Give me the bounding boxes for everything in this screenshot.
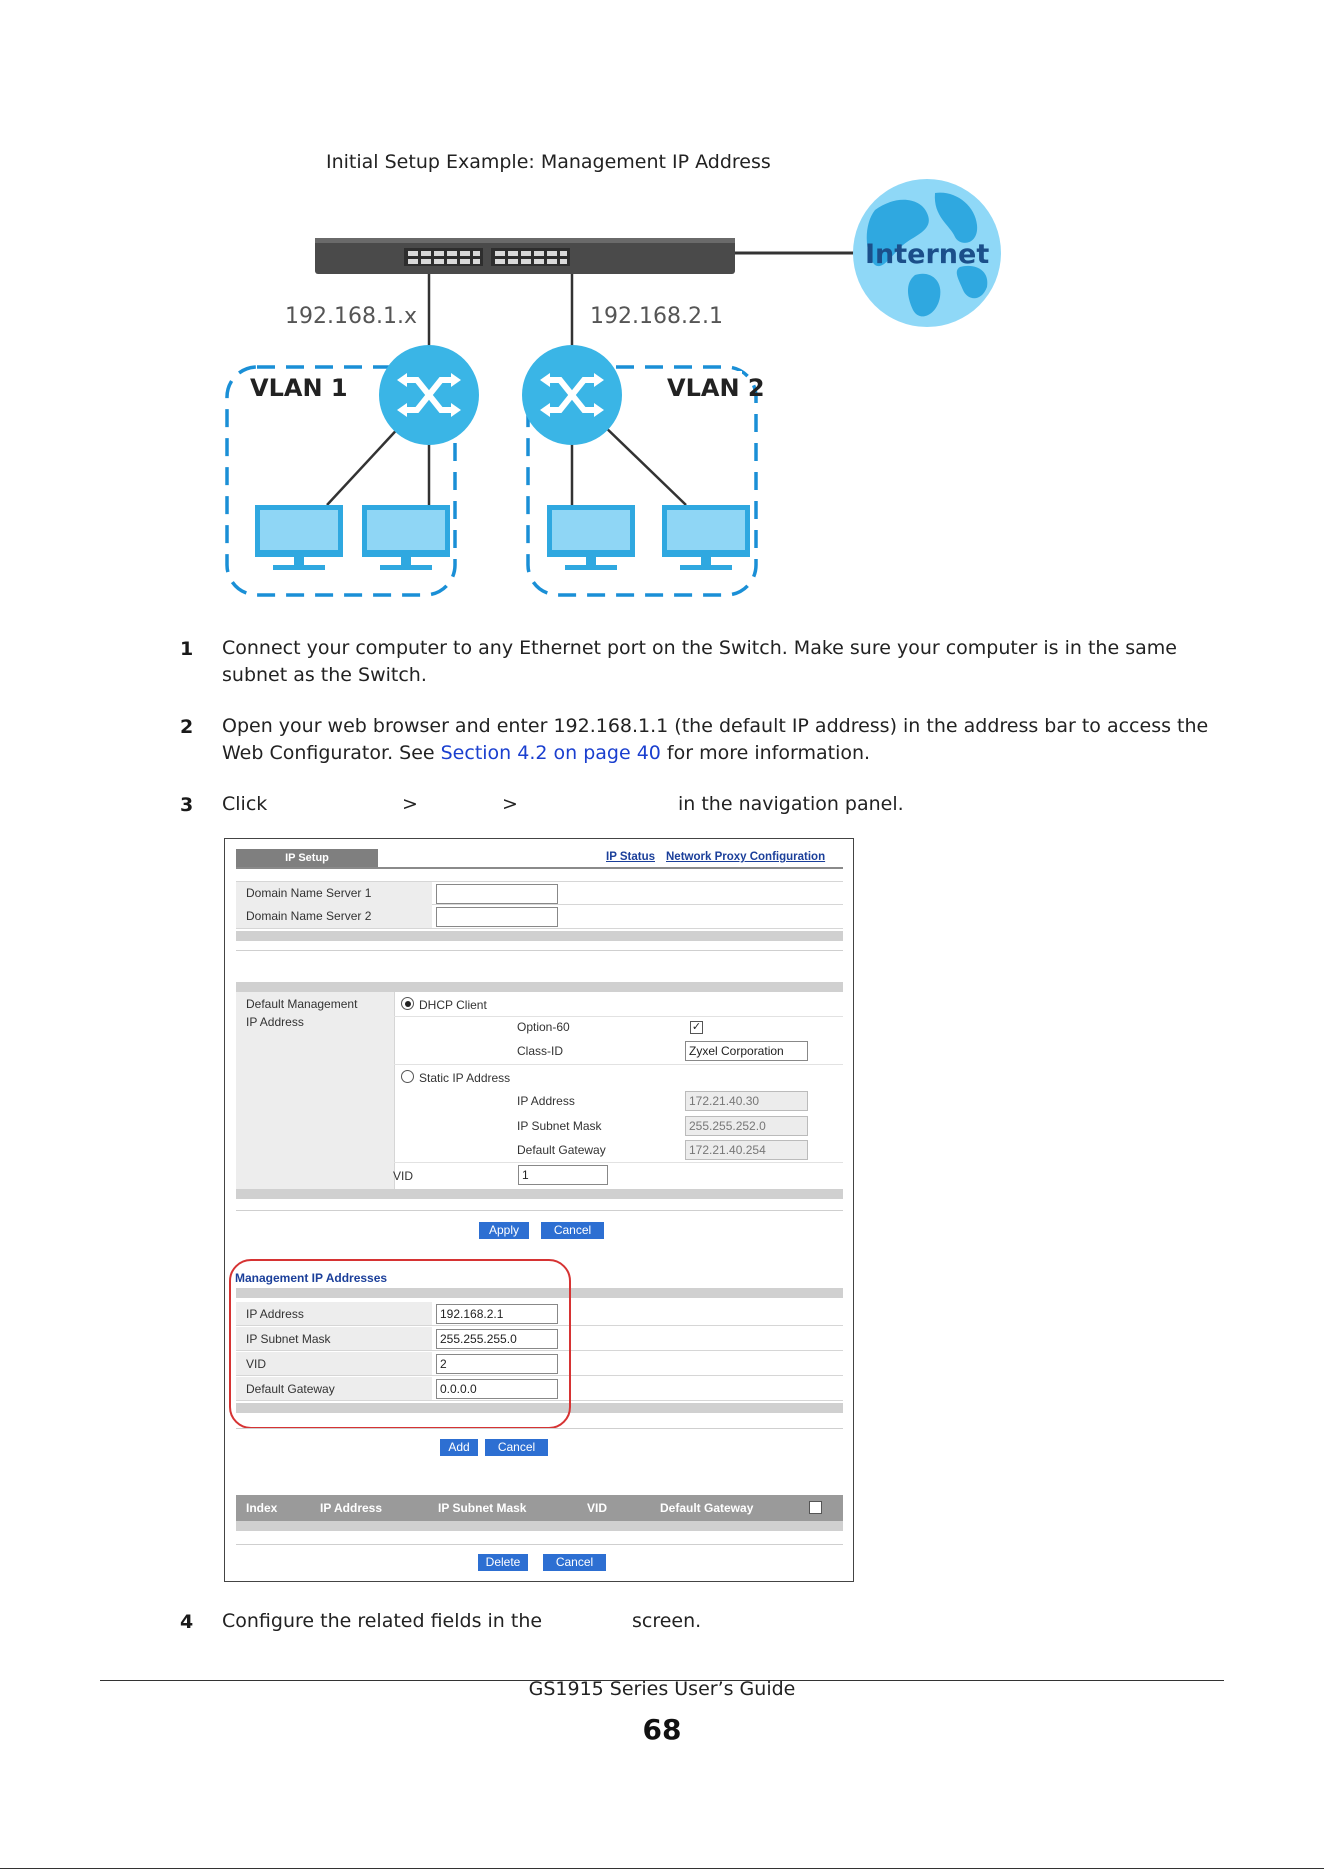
network-proxy-link[interactable]: Network Proxy Configuration bbox=[666, 851, 826, 863]
dns2-row: Domain Name Server 2 bbox=[236, 905, 843, 929]
tab-ip-setup[interactable]: IP Setup bbox=[236, 849, 378, 868]
ip-status-link[interactable]: IP Status bbox=[606, 851, 655, 863]
option60-checkbox[interactable]: ✓ bbox=[691, 1021, 702, 1033]
vlan1-switch-icon bbox=[379, 345, 479, 445]
dns1-row: Domain Name Server 1 bbox=[236, 881, 843, 905]
main-switch-icon bbox=[315, 238, 735, 274]
mgmt-table-header: Index IP Address IP Subnet Mask VID Default Gateway bbox=[236, 1495, 843, 1521]
mgmt-vid-input[interactable]: 2 bbox=[436, 1354, 558, 1374]
static-gateway-input[interactable]: 172.21.40.254 bbox=[685, 1140, 808, 1160]
mgmt-ip-title: Management IP Addresses bbox=[235, 1271, 388, 1285]
section-link[interactable]: Section 4.2 on page 40 bbox=[440, 742, 661, 764]
vid-label: VID bbox=[393, 1169, 414, 1183]
mgmt-ip-row: IP Address 192.168.2.1 bbox=[236, 1302, 843, 1326]
vid-input[interactable]: 1 bbox=[518, 1165, 608, 1185]
default-mgmt-label: Default Management bbox=[246, 997, 358, 1011]
vlan1-label: VLAN 1 bbox=[250, 374, 348, 402]
step-1-number: 1 bbox=[180, 638, 194, 660]
step-4-number: 4 bbox=[180, 1611, 194, 1633]
dns1-input[interactable] bbox=[436, 884, 558, 904]
static-subnet-input[interactable]: 255.255.252.0 bbox=[685, 1116, 808, 1136]
computer-icon bbox=[362, 505, 450, 570]
select-all-checkbox[interactable] bbox=[809, 1501, 822, 1514]
add-button[interactable]: Add bbox=[440, 1439, 478, 1456]
step-1-text: Connect your computer to any Ethernet port on the Switch. Make sure your computer is in the same subnet as the Switch. bbox=[222, 637, 1177, 686]
footer-guide-title: GS1915 Series User’s Guide bbox=[528, 1678, 796, 1700]
cancel-button[interactable]: Cancel bbox=[543, 1554, 606, 1571]
vlan2-label: VLAN 2 bbox=[667, 374, 765, 402]
internet-label: Internet bbox=[865, 239, 990, 270]
class-id-input[interactable]: Zyxel Corporation bbox=[685, 1041, 808, 1061]
highlight-box bbox=[229, 1259, 571, 1429]
delete-button[interactable]: Delete bbox=[478, 1554, 528, 1571]
page-number: 68 bbox=[642, 1713, 682, 1746]
computer-icon bbox=[662, 505, 750, 570]
ip-setup-screenshot: IP Setup IP Status Network Proxy Configuration Domain Name Server 1 Domain Name Server 2 Default Management IP Address DHCP Client Option-60 ✓ Class-ID Zyxel Corporation Static IP Address IP Address 172.21.40.30 IP Subnet Mask 255.255.252.0 Default Gateway 172.21.40.254 VID 1 Apply Cancel Management IP Addresses IP Address 192.168.2.1 IP Subnet Mask 255.255.255.0 VID 2 Default Gateway 0.0.0.0 Add Cancel Index IP Address IP Subnet Mask VID Default Gateway Delete Cancel bbox=[224, 838, 854, 1582]
step-3-number: 3 bbox=[180, 794, 194, 816]
vlan2-switch-icon bbox=[522, 345, 622, 445]
mgmt-vid-row: VID 2 bbox=[236, 1352, 843, 1376]
network-diagram bbox=[215, 175, 1015, 610]
cancel-button[interactable]: Cancel bbox=[541, 1222, 604, 1239]
apply-button[interactable]: Apply bbox=[479, 1222, 529, 1239]
mgmt-ip-input[interactable]: 192.168.2.1 bbox=[436, 1304, 558, 1324]
mgmt-gateway-input[interactable]: 0.0.0.0 bbox=[436, 1379, 558, 1399]
mgmt-subnet-row: IP Subnet Mask 255.255.255.0 bbox=[236, 1327, 843, 1351]
cancel-button[interactable]: Cancel bbox=[485, 1439, 548, 1456]
right-ip-label: 192.168.2.1 bbox=[590, 304, 723, 329]
static-ip-radio[interactable] bbox=[401, 1070, 414, 1083]
computer-icon bbox=[255, 505, 343, 570]
dhcp-client-radio[interactable] bbox=[401, 997, 414, 1010]
mgmt-subnet-input[interactable]: 255.255.255.0 bbox=[436, 1329, 558, 1349]
step-2-text: Open your web browser and enter 192.168.1.1 (the default IP address) in the address bar to access the Web Configurator. See Section 4.2 on page 40 for more information. bbox=[222, 715, 1209, 764]
computer-icon bbox=[547, 505, 635, 570]
bottom-divider bbox=[0, 1868, 1324, 1869]
dns2-input[interactable] bbox=[436, 907, 558, 927]
mgmt-gateway-row: Default Gateway 0.0.0.0 bbox=[236, 1377, 843, 1401]
step-2-number: 2 bbox=[180, 716, 194, 738]
static-ip-input[interactable]: 172.21.40.30 bbox=[685, 1091, 808, 1111]
figure-caption: Initial Setup Example: Management IP Address bbox=[326, 151, 771, 173]
left-ip-label: 192.168.1.x bbox=[285, 304, 417, 329]
